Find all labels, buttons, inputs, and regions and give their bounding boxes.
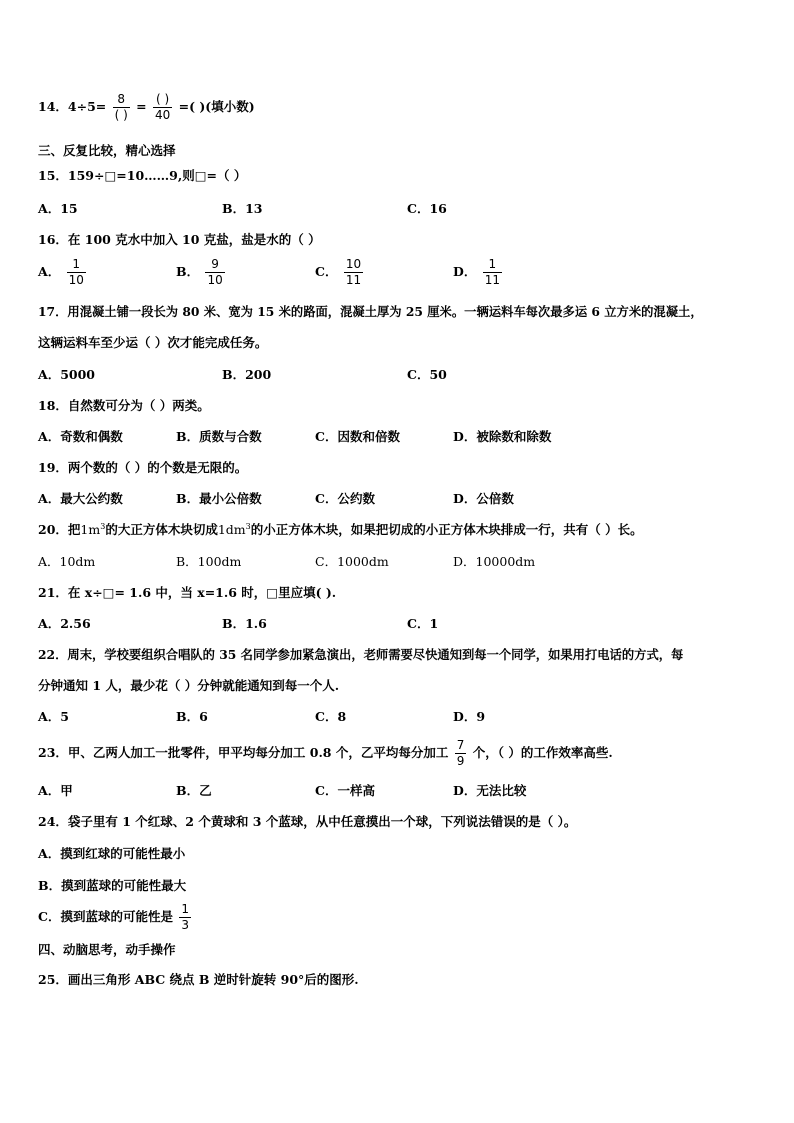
q16-option-b: B． $\frac{9}{10}$ [176, 257, 223, 287]
q16-stem: 16．在 100 克水中加入 10 克盐，盐是水的（ ） [38, 232, 321, 247]
q23-stem: 23．甲、乙两人加工一批零件，甲平均每分加工 0.8 个，乙平均每分加工 $\frac{7}{9}$ 个，（ ）的工作效率高些. [38, 738, 613, 768]
q22-option-a: A．5 [38, 709, 69, 724]
q23-option-d: D．无法比较 [453, 783, 527, 798]
q19-option-d: D．公倍数 [453, 491, 514, 506]
q25-stem: 25．画出三角形 ABC 绕点 B 逆时针旋转 90°后的图形. [38, 972, 359, 987]
q17-option-b: B．200 [222, 367, 272, 382]
q14 [38, 92, 255, 123]
section-4-heading: 四、动脑思考，动手操作 [38, 942, 176, 957]
q14-fraction-1: $\frac{8}{( )}$ [114, 92, 128, 122]
q15-option-b: B．13 [222, 201, 263, 216]
q15-option-c: C．16 [407, 201, 447, 216]
q21-stem: 21．在 x÷□= 1.6 中，当 x=1.6 时，□里应填( ). [38, 585, 337, 600]
q18-option-d: D．被除数和除数 [453, 429, 552, 444]
q21-option-c: C．1 [407, 616, 439, 631]
q14-suffix: =( )(填小数) [178, 99, 255, 114]
q17-option-c: C．50 [407, 367, 447, 382]
q16-option-d: D． $\frac{1}{11}$ [453, 257, 500, 287]
q20-option-c: C．1000dm [315, 554, 389, 569]
q16-option-c: C． $\frac{10}{11}$ [315, 257, 362, 287]
q19-stem: 19．两个数的（ ）的个数是无限的。 [38, 460, 248, 475]
q20-option-b: B．100dm [176, 554, 242, 569]
q24-option-b: B．摸到蓝球的可能性最大 [38, 878, 187, 893]
q19-option-c: C．公约数 [315, 491, 375, 506]
q18-stem: 18．自然数可分为（ ）两类。 [38, 398, 210, 413]
q23-option-b: B．乙 [176, 783, 212, 798]
section-3-heading: 三、反复比较，精心选择 [38, 143, 176, 158]
q24-fraction: $\frac{1}{3}$ [181, 902, 189, 932]
q15-option-a: A．15 [38, 201, 78, 216]
q22-stem-line-2: 分钟通知 1 人，最少花（ ）分钟就能通知到每一个人. [38, 678, 340, 693]
q14-prefix: 14．4÷5= [38, 99, 107, 114]
q19-option-a: A．最大公约数 [38, 491, 123, 506]
q23-option-a: A．甲 [38, 783, 73, 798]
q20-option-a: A．10dm [38, 554, 96, 569]
q24-option-a: A．摸到红球的可能性最小 [38, 846, 186, 861]
q22-option-b: B．6 [176, 709, 208, 724]
q14-fraction-2: $\frac{( )}{40}$ [155, 92, 171, 122]
q24-stem: 24．袋子里有 1 个红球、2 个黄球和 3 个蓝球，从中任意摸出一个球，下列说法错误的是（ ）。 [38, 814, 577, 829]
q24-option-c: C．摸到蓝球的可能性是 $\frac{1}{3}$ [38, 902, 189, 932]
q18-option-b: B．质数与合数 [176, 429, 262, 444]
q14-equals: = [136, 99, 147, 114]
q23-option-c: C．一样高 [315, 783, 375, 798]
q18-option-a: A．奇数和偶数 [38, 429, 123, 444]
q21-option-a: A．2.56 [38, 616, 91, 631]
q17-stem-line-2: 这辆运料车至少运（ ）次才能完成任务。 [38, 335, 268, 350]
q22-option-d: D．9 [453, 709, 486, 724]
q17-stem-line-1: 17．用混凝土铺一段长为 80 米、宽为 15 米的路面，混凝土厚为 25 厘米。一辆运料车每次最多运 6 立方米的混凝土， [38, 304, 703, 319]
q16-option-a: A． $\frac{1}{10}$ [38, 257, 84, 287]
q15-stem: 15．159÷□=10……9,则□=（ ） [38, 168, 247, 183]
q20-option-d: D．10000dm [453, 554, 536, 569]
q22-stem-line-1: 22．周末，学校要组织合唱队的 35 名同学参加紧急演出，老师需要尽快通知到每一个同学，如果用打电话的方式，每 [38, 647, 684, 662]
q18-option-c: C．因数和倍数 [315, 429, 400, 444]
q20-stem: 20．把$1m^3$的大正方体木块切成$1dm^3$的小正方体木块，如果把切成的小正方体木块排成一行，共有（ ）长。 [38, 521, 643, 537]
q19-option-b: B．最小公倍数 [176, 491, 262, 506]
q23-fraction: $\frac{7}{9}$ [456, 738, 465, 768]
q17-option-a: A．5000 [38, 367, 95, 382]
q22-option-c: C．8 [315, 709, 347, 724]
q21-option-b: B．1.6 [222, 616, 267, 631]
